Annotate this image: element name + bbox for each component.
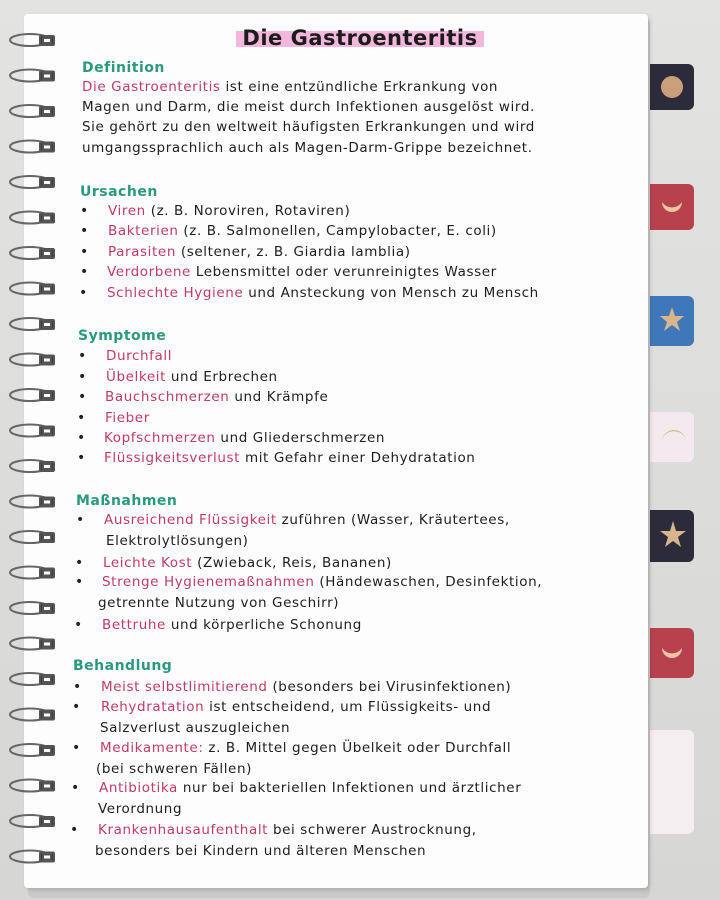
massnahmen-heading: Maßnahmen [76,493,178,509]
item-text: (seltener, z. B. Giardia lamblia) [175,244,411,260]
spiral-ring [10,602,54,614]
list-item-continuation: getrennte Nutzung von Geschirr) [98,595,340,611]
list-item [102,574,542,590]
spiral-ring [10,531,54,543]
bullet-icon: • [80,244,89,260]
list-item-continuation: Verordnung [98,801,183,817]
spiral-ring [10,567,54,579]
keyword: Schlechte Hygiene [107,285,244,301]
item-text: (Zwieback, Reis, Bananen) [192,555,392,571]
list-item-continuation: Elektrolytlösungen) [106,533,249,549]
divider-tab-2[interactable] [650,184,694,230]
spiral-ring [10,318,54,330]
moon-icon [658,748,694,828]
spiral-ring [10,673,54,685]
list-item [101,699,491,715]
item-text: Lebensmittel oder verunreinigtes Wasser [190,264,497,280]
keyword: Leichte Kost [103,555,193,571]
keyword: Viren [108,203,146,219]
bullet-icon: • [80,203,89,219]
definition-line: umgangssprachlich auch als Magen-Darm-Grippe bezeichnet. [82,140,533,156]
bullet-icon: • [72,740,81,756]
divider-tab-4[interactable] [650,412,694,462]
keyword: Strenge Hygienemaßnahmen [102,574,315,590]
bullet-icon: • [70,822,79,838]
keyword: Bauchschmerzen [105,389,230,405]
spiral-ring [10,70,54,82]
bullet-icon: • [75,574,84,590]
spiral-ring [10,283,54,295]
list-item [105,389,328,405]
item-text: (z. B. Salmonellen, Campylobacter, E. coli) [178,223,497,239]
item-text: und Ansteckung von Mensch zu Mensch [243,285,539,301]
item-text: nur bei bakteriellen Infektionen und ärztlicher [177,780,522,796]
spiral-ring [10,815,54,827]
definition-line: Magen und Darm, die meist durch Infektionen ausgelöst wird. [82,99,535,115]
item-text: und Krämpfe [229,389,329,405]
list-item [98,822,477,838]
keyword: Fieber [105,410,150,426]
list-item-continuation: (bei schweren Fällen) [96,761,252,777]
item-text: (Händewaschen, Desinfektion, [314,574,543,590]
item-text: ist entscheidend, um Flüssigkeits- und [204,699,492,715]
keyword: Krankenhausaufenthalt [98,822,269,838]
circle-icon [658,72,686,102]
moon-icon [658,420,688,452]
spiral-ring [10,212,54,224]
moon-icon [658,636,686,666]
keyword: Parasiten [108,244,176,260]
bullet-icon: • [77,450,86,466]
bullet-icon: • [76,512,85,528]
list-item-continuation: besonders bei Kindern und älteren Menschen [95,843,427,859]
list-item [103,555,392,571]
moon-icon [658,192,686,222]
divider-tab-3[interactable] [650,296,694,346]
item-text: (besonders bei Virusinfektionen) [267,679,512,695]
keyword: Rehydratation [101,699,205,715]
divider-tab-7[interactable] [650,730,694,834]
spiral-ring [10,141,54,153]
text: ist eine entzündliche Erkrankung von [220,79,499,95]
list-item [108,223,497,239]
item-text: mit Gefahr einer Dehydratation [240,450,476,466]
definition-line: Sie gehört zu den weltweit häufigsten Erkrankungen und wird [82,119,535,135]
bullet-icon: • [78,369,87,385]
spiral-ring [10,425,54,437]
spiral-binding [0,30,60,890]
list-item [106,348,172,364]
keyword: Durchfall [106,348,173,364]
symptome-heading: Symptome [78,328,167,344]
list-item [108,244,411,260]
spiral-ring [10,247,54,259]
list-item [107,285,539,301]
spiral-ring [10,851,54,863]
divider-tab-1[interactable] [650,64,694,110]
bullet-icon: • [77,430,86,446]
bullet-icon: • [79,285,88,301]
list-item [108,203,350,219]
keyword: Medikamente: [100,740,204,756]
item-text: z. B. Mittel gegen Übelkeit oder Durchfall [203,740,512,756]
keyword: Verdorbene [107,264,191,280]
definition-line [82,79,498,95]
item-text: zuführen (Wasser, Kräutertees, [276,512,510,528]
spiral-rings [0,30,60,890]
page-title: Die Gastroenteritis [0,26,720,50]
divider-tab-5[interactable] [650,510,694,562]
spiral-ring [10,709,54,721]
definition-heading: Definition [82,60,165,76]
list-item [105,410,150,426]
list-item [106,369,278,385]
list-item [104,450,475,466]
keyword: Die Gastroenteritis [82,79,221,95]
keyword: Übelkeit [106,369,166,385]
bullet-icon: • [75,555,84,571]
item-text: bei schwerer Austrocknung, [268,822,477,838]
star-icon [658,518,688,552]
bullet-icon: • [71,780,80,796]
keyword: Bakterien [108,223,179,239]
star-icon [658,304,686,336]
bullet-icon: • [74,617,83,633]
list-item [107,264,497,280]
item-text: und Gliederschmerzen [215,430,386,446]
keyword: Kopfschmerzen [104,430,216,446]
bullet-icon: • [78,389,87,405]
behandlung-heading: Behandlung [73,658,173,674]
spiral-ring [10,354,54,366]
spiral-ring [10,460,54,472]
list-item [101,679,511,695]
keyword: Bettruhe [102,617,166,633]
spiral-ring [10,105,54,117]
ursachen-heading: Ursachen [80,184,158,200]
bullet-icon: • [78,348,87,364]
list-item [102,617,362,633]
list-item [99,780,521,796]
keyword: Meist selbstlimitierend [101,679,268,695]
spiral-ring [10,638,54,650]
item-text: (z. B. Noroviren, Rotaviren) [145,203,351,219]
spiral-ring [10,176,54,188]
divider-tab-6[interactable] [650,628,694,678]
list-item-continuation: Salzverlust auszugleichen [100,720,291,736]
bullet-icon: • [77,410,86,426]
list-item [100,740,511,756]
bullet-icon: • [80,264,89,280]
spiral-ring [10,389,54,401]
item-text: und körperliche Schonung [165,617,362,633]
bullet-icon: • [80,223,89,239]
bullet-icon: • [72,699,81,715]
list-item [104,512,510,528]
keyword: Antibiotika [99,780,178,796]
list-item [104,430,385,446]
bullet-icon: • [73,679,82,695]
spiral-ring [10,780,54,792]
spiral-ring [10,496,54,508]
keyword: Flüssigkeitsverlust [104,450,241,466]
item-text: und Erbrechen [166,369,278,385]
keyword: Ausreichend Flüssigkeit [104,512,277,528]
spiral-ring [10,744,54,756]
